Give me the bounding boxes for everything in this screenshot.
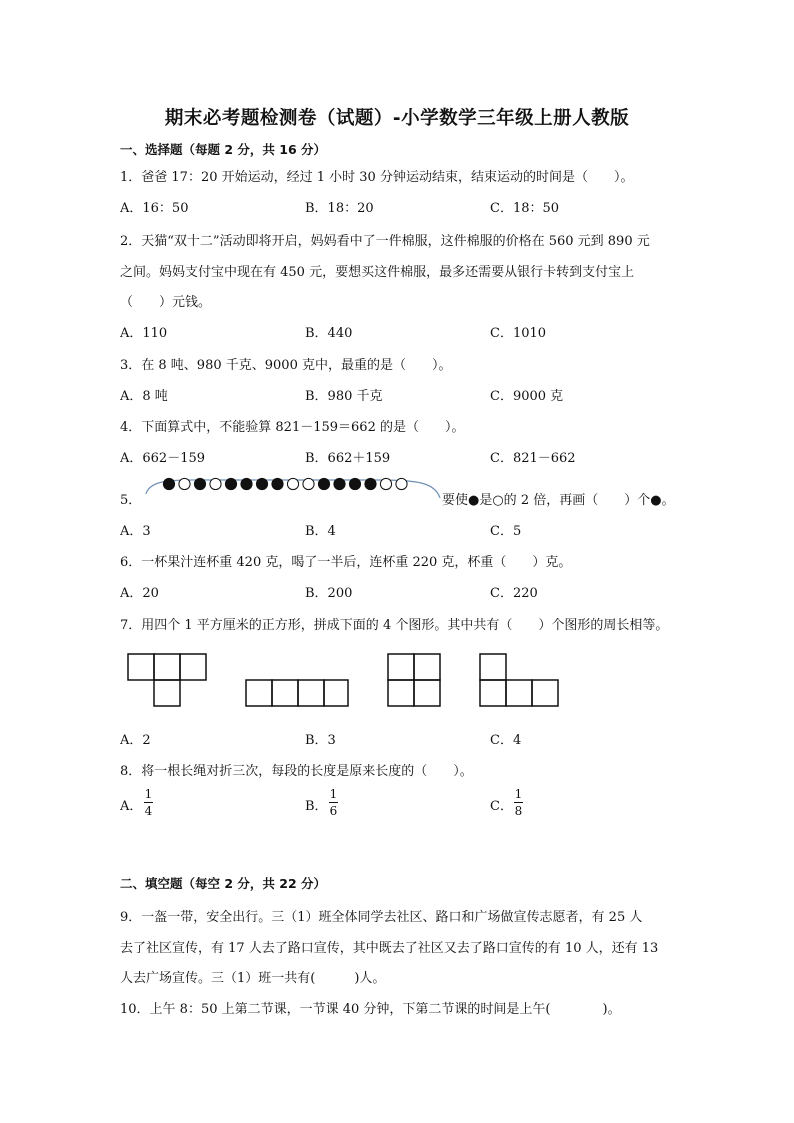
filled-circle bbox=[256, 478, 267, 489]
shape-3 bbox=[388, 654, 440, 706]
section-heading-fill: 二、填空题（每空 2 分，共 22 分） bbox=[120, 876, 327, 891]
q7-option-c: C．4 bbox=[490, 733, 522, 748]
q1-option-c: C．18：50 bbox=[490, 201, 560, 216]
q8-option-c-fraction bbox=[514, 787, 523, 818]
question-9-line-3: 人去广场宣传。三（1）班一共有( )人。 bbox=[120, 971, 386, 986]
question-1: 1．爸爸 17：20 开始运动，经过 1 小时 30 分钟运动结束，结束运动的时间是（ ）。 bbox=[120, 170, 634, 185]
q8-option-a-label: A． bbox=[120, 799, 143, 814]
q4-option-c: C．821－662 bbox=[490, 451, 576, 466]
page-title: 期末必考题检测卷（试题）-小学数学三年级上册人教版 bbox=[164, 108, 630, 129]
q4-option-b: B．662＋159 bbox=[305, 451, 391, 466]
question-9-line-1: 9．一盔一带，安全出行。三（1）班全体同学去社区、路口和广场做宣传志愿者，有 25 人 bbox=[120, 910, 643, 925]
circles-figure bbox=[140, 470, 450, 510]
question-10: 10．上午 8：50 上第二节课，一节课 40 分钟，下第二节课的时间是上午( )。 bbox=[120, 1002, 621, 1017]
filled-circle bbox=[241, 478, 252, 489]
shape-4 bbox=[480, 654, 558, 706]
empty-circle bbox=[179, 478, 190, 489]
q2-option-b: B．440 bbox=[305, 326, 353, 341]
filled-circle bbox=[365, 478, 376, 489]
question-3: 3．在 8 吨、980 千克、9000 克中，最重的是（ ）。 bbox=[120, 358, 452, 373]
question-9-line-2: 去了社区宣传，有 17 人去了路口宣传，其中既去了社区又去了路口宣传的有 10 人，还有 13 bbox=[120, 941, 659, 956]
q8-b-numerator: 1 bbox=[329, 787, 338, 801]
q1-option-b: B．18：20 bbox=[305, 201, 374, 216]
shape-2 bbox=[246, 680, 348, 706]
question-2-line-1: 2．天猫“双十二”活动即将开启，妈妈看中了一件棉服，这件棉服的价格在 560 元到 890 元 bbox=[120, 234, 650, 249]
q5-option-a: A．3 bbox=[120, 524, 151, 539]
q5-option-b: B．4 bbox=[305, 524, 336, 539]
section-heading-choice: 一、选择题（每题 2 分，共 16 分） bbox=[120, 142, 327, 157]
q6-option-c: C．220 bbox=[490, 586, 538, 601]
question-6: 6．一杯果汁连杯重 420 克，喝了一半后，连杯重 220 克，杯重（ ）克。 bbox=[120, 555, 572, 570]
q6-option-b: B．200 bbox=[305, 586, 353, 601]
question-4: 4．下面算式中，不能验算 821－159＝662 的是（ ）。 bbox=[120, 420, 465, 435]
q3-option-c: C．9000 克 bbox=[490, 389, 564, 404]
q4-option-a: A．662－159 bbox=[120, 451, 206, 466]
q8-a-numerator: 1 bbox=[144, 787, 153, 801]
q3-option-a: A．8 吨 bbox=[120, 389, 168, 404]
q1-option-a: A．16：50 bbox=[120, 201, 189, 216]
empty-circle bbox=[380, 478, 391, 489]
q7-option-a: A．2 bbox=[120, 733, 151, 748]
filled-circle bbox=[194, 478, 205, 489]
empty-circle bbox=[303, 478, 314, 489]
q7-option-b: B．3 bbox=[305, 733, 336, 748]
q8-option-b-label: B． bbox=[305, 799, 328, 814]
q5-option-c: C．5 bbox=[490, 524, 522, 539]
q8-b-denominator: 6 bbox=[329, 804, 338, 818]
empty-circle bbox=[287, 478, 298, 489]
question-8: 8．将一根长绳对折三次，每段的长度是原来长度的（ ）。 bbox=[120, 764, 473, 779]
question-2-line-3: （ ）元钱。 bbox=[120, 295, 212, 310]
fraction-bar bbox=[144, 802, 153, 803]
filled-circle bbox=[334, 478, 345, 489]
fraction-bar bbox=[514, 802, 523, 803]
filled-circle bbox=[163, 478, 174, 489]
question-5-text: 要使●是○的 2 倍，再画（ ）个●。 bbox=[442, 493, 675, 508]
q8-c-numerator: 1 bbox=[514, 787, 523, 801]
fraction-bar bbox=[329, 802, 338, 803]
q8-option-b-fraction bbox=[329, 787, 338, 818]
q8-option-a-fraction bbox=[144, 787, 153, 818]
filled-circle bbox=[225, 478, 236, 489]
q8-a-denominator: 4 bbox=[144, 804, 153, 818]
q2-option-a: A．110 bbox=[120, 326, 168, 341]
q2-option-c: C．1010 bbox=[490, 326, 547, 341]
q3-option-b: B．980 千克 bbox=[305, 389, 383, 404]
q8-option-c-label: C． bbox=[490, 799, 513, 814]
empty-circle bbox=[396, 478, 407, 489]
q8-c-denominator: 8 bbox=[514, 804, 523, 818]
shape-1 bbox=[128, 654, 206, 706]
question-7: 7．用四个 1 平方厘米的正方形，拼成下面的 4 个图形。其中共有（ ）个图形的周长相等。 bbox=[120, 618, 669, 633]
question-5-number: 5． bbox=[120, 493, 142, 508]
question-2-line-2: 之间。妈妈支付宝中现在有 450 元，要想买这件棉服，最多还需要从银行卡转到支付宝上 bbox=[120, 265, 635, 280]
empty-circle bbox=[210, 478, 221, 489]
filled-circle bbox=[318, 478, 329, 489]
filled-circle bbox=[272, 478, 283, 489]
square-shapes-figure bbox=[120, 650, 570, 710]
q6-option-a: A．20 bbox=[120, 586, 159, 601]
filled-circle bbox=[349, 478, 360, 489]
